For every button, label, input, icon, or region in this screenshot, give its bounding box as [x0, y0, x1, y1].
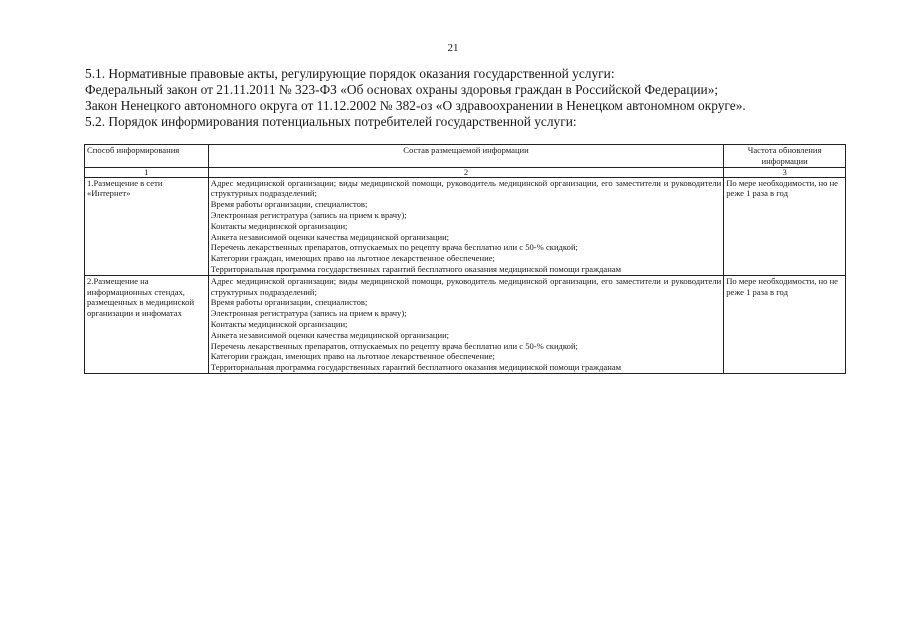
content-item: Время работы организации, специалистов; — [210, 199, 368, 210]
information-table — [84, 144, 846, 374]
regional-law-line: Закон Ненецкого автономного округа от 11.12.2002 № 382-оз «О здравоохранении в Ненецком автономном округе». — [85, 98, 746, 113]
content-cell — [208, 177, 723, 275]
content-item: Перечень лекарственных препаратов, отпускаемых по рецепту врача бесплатно или с 50-% скидкой; — [210, 340, 578, 351]
content-item: Электронная регистратура (запись на прием к врачу); — [210, 308, 407, 319]
section-5-2-heading: 5.2. Порядок информирования потенциальных потребителей государственной услуги: — [85, 114, 577, 129]
content-item: Анкета независимой оценки качества медицинской организации; — [210, 329, 450, 340]
content-item: Адрес медицинской организации; виды медицинской помощи, руководитель медицинской организации, его заместители и руководители структурных подразделений; — [210, 177, 722, 199]
header-frequency: Частота обновления информации — [724, 145, 846, 168]
content-item: Перечень лекарственных препаратов, отпускаемых по рецепту врача бесплатно или с 50-% скидкой; — [210, 242, 578, 253]
header-method: Способ информирования — [85, 145, 209, 168]
method-cell: 2.Размещение на информационных стендах, размещенных в медицинской организации и инфоматах — [85, 275, 209, 373]
content-item: Контакты медицинской организации; — [210, 318, 348, 329]
column-number-row — [85, 167, 846, 177]
content-item: Контакты медицинской организации; — [210, 220, 348, 231]
method-cell: 1.Размещение в сети «Интернет» — [85, 177, 209, 275]
frequency-cell: По мере необходимости, но не реже 1 раза в год — [724, 275, 846, 373]
intro-section — [85, 66, 865, 130]
content-item: Адрес медицинской организации; виды медицинской помощи, руководитель медицинской организации, его заместители и руководители структурных подразделений; — [210, 275, 722, 297]
column-number: 2 — [208, 167, 723, 177]
content-item: Электронная регистратура (запись на прием к врачу); — [210, 209, 407, 220]
content-item: Время работы организации, специалистов; — [210, 297, 368, 308]
content-item: Категории граждан, имеющих право на льготное лекарственное обеспечение; — [210, 253, 495, 264]
content-item: Территориальная программа государственных гарантий бесплатного оказания медицинской помощи гражданам — [210, 263, 622, 274]
content-item: Категории граждан, имеющих право на льготное лекарственное обеспечение; — [210, 351, 495, 362]
column-number: 3 — [724, 167, 846, 177]
table-row — [85, 177, 846, 275]
page-number: 21 — [447, 42, 459, 54]
table-header-row — [85, 145, 846, 168]
header-content: Состав размещаемой информации — [208, 145, 723, 168]
content-item: Анкета независимой оценки качества медицинской организации; — [210, 231, 450, 242]
table-row — [85, 275, 846, 373]
content-item: Территориальная программа государственных гарантий бесплатного оказания медицинской помощи гражданам — [210, 362, 622, 373]
column-number: 1 — [85, 167, 209, 177]
federal-law-line: Федеральный закон от 21.11.2011 № 323-ФЗ «Об основах охраны здоровья граждан в Российской Федерации»; — [85, 82, 719, 97]
section-5-1-heading: 5.1. Нормативные правовые акты, регулирующие порядок оказания государственной услуги: — [85, 66, 615, 81]
frequency-cell: По мере необходимости, но не реже 1 раза в год — [724, 177, 846, 275]
content-cell — [208, 275, 723, 373]
